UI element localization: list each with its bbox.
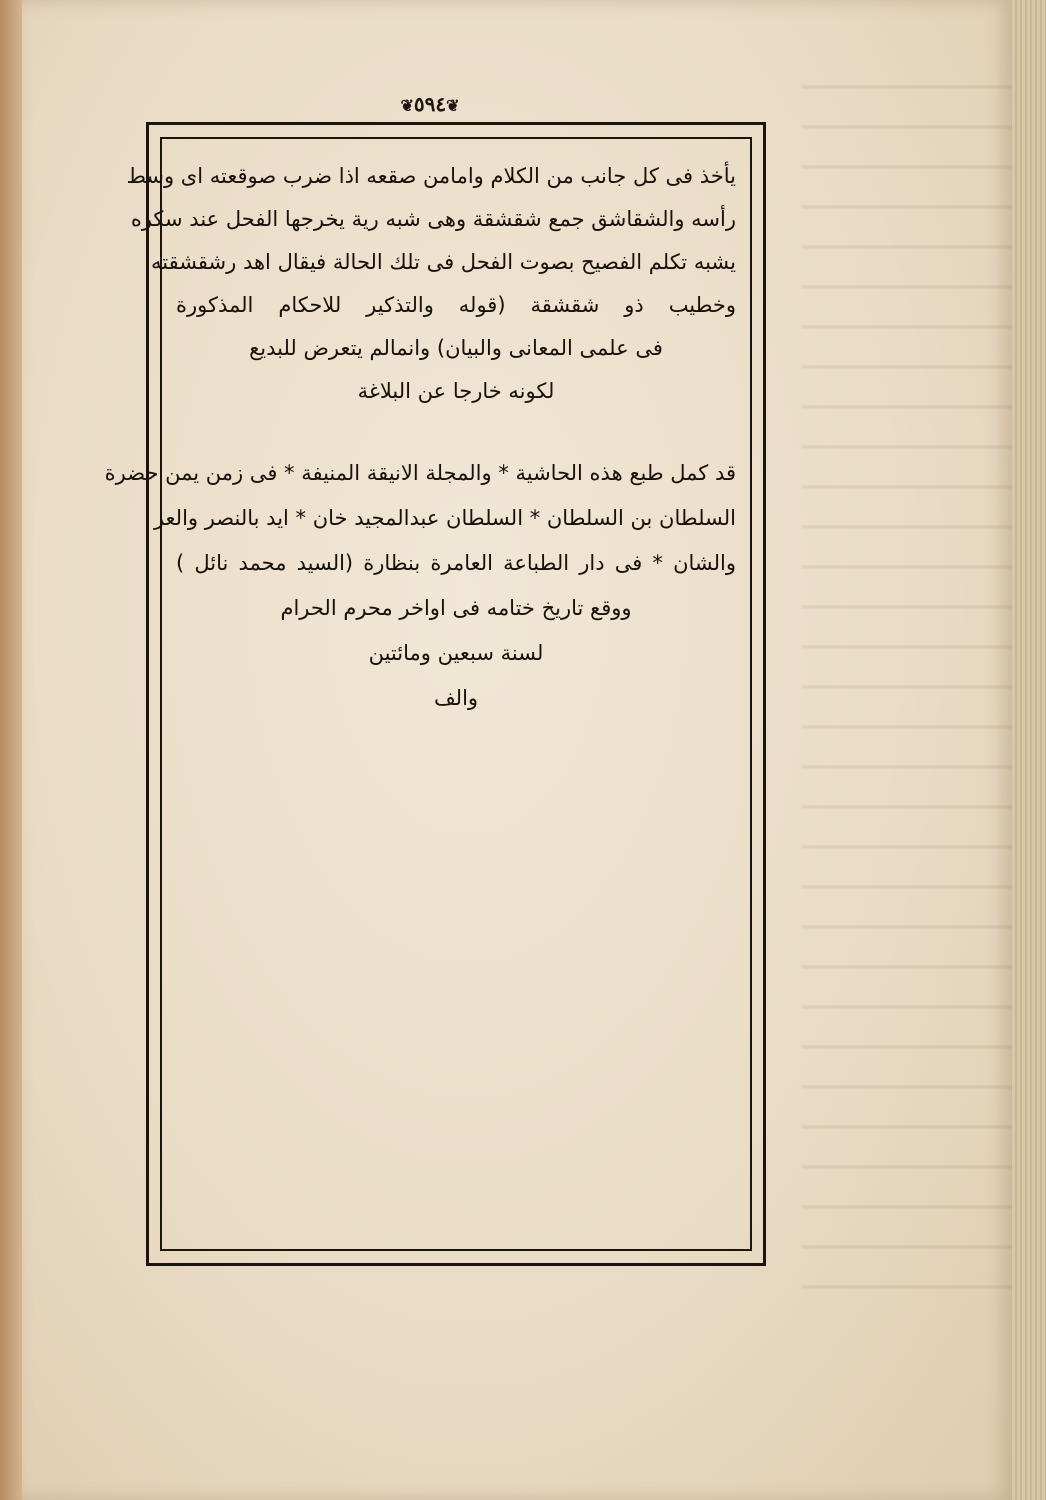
page-number <box>385 92 475 122</box>
commentary-line: وخطيب ذو شقشقة (قوله والتذكير للاحكام المذكورة <box>176 293 736 317</box>
colophon-line: قد كمل طبع هذه الحاشية * والمجلة الانيقة المنيفة * فى زمن يمن حضرة <box>104 461 736 485</box>
colophon-line: والف <box>433 686 479 710</box>
ornament-icon: ❦ <box>446 96 460 115</box>
colophon-line: والشان * فى دار الطباعة العامرة بنظارة (السيد محمد نائل ) <box>176 551 736 575</box>
commentary-line: يأخذ فى كل جانب من الكلام وامامن صقعه اذا ضرب صوقعته اى وسط <box>126 164 736 188</box>
bleed-through-text <box>802 60 1012 1320</box>
commentary-line: يشبه تكلم الفصيح بصوت الفحل فى تلك الحالة فيقال اهد رشقشقته <box>150 250 736 274</box>
ornament-icon: ❦ <box>400 96 414 115</box>
page-number-value: ٥٩٤ <box>413 92 447 116</box>
commentary-line: رأسه والشقاشق جمع شقشقة وهى شبه رية يخرجها الفحل عند سكره <box>130 207 736 231</box>
commentary-line: فى علمى المعانى والبيان) وانمالم يتعرض للبديع <box>249 336 663 360</box>
colophon-line: لسنة سبعين ومائتين <box>368 641 544 665</box>
text-frame <box>104 122 766 1266</box>
page-stack-edge <box>1012 0 1046 1500</box>
commentary-line: لكونه خارجا عن البلاغة <box>357 379 555 403</box>
colophon-line: ووقع تاريخ ختامه فى اواخر محرم الحرام <box>280 596 632 620</box>
book-spine-edge <box>0 0 22 1500</box>
section-gap <box>176 413 736 451</box>
colophon-line: السلطان بن السلطان * السلطان عبدالمجيد خان * ايد بالنصر والعز <box>153 506 736 530</box>
text-block <box>104 155 736 721</box>
text-frame-inner <box>104 137 752 1251</box>
